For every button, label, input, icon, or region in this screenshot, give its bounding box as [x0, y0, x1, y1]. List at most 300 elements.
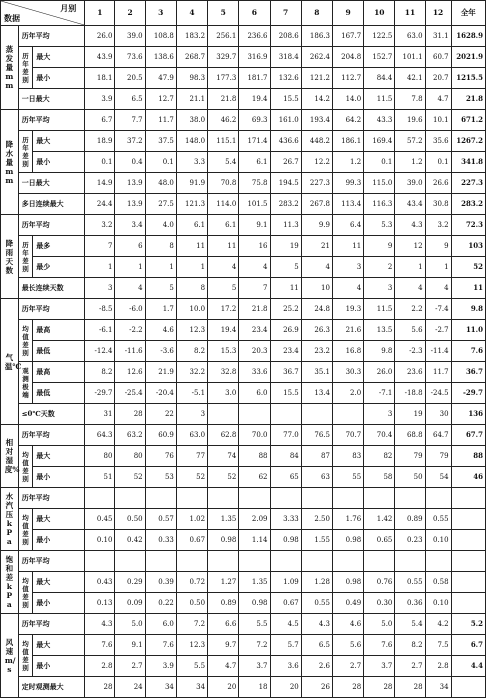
- value-cell: 5.5: [176, 656, 207, 677]
- value-cell: 11.5: [364, 299, 395, 320]
- value-cell: 34: [425, 677, 451, 698]
- category-text: 相对湿度%: [4, 438, 20, 474]
- table-row: [1, 614, 486, 635]
- row-label: 最多: [33, 236, 85, 257]
- value-cell: 20.7: [425, 68, 451, 89]
- value-cell: [451, 572, 485, 593]
- row-label: 最高: [33, 320, 85, 341]
- value-cell: 0.23: [395, 530, 425, 551]
- row-label: 历年平均: [18, 425, 85, 446]
- value-cell: 193.4: [301, 110, 332, 131]
- value-cell: [208, 551, 239, 572]
- value-cell: 24.4: [85, 194, 115, 215]
- value-cell: 19.4: [208, 320, 239, 341]
- table-row: [1, 236, 486, 257]
- value-cell: 34: [145, 677, 176, 698]
- month-header: 11: [395, 1, 425, 26]
- value-cell: [115, 551, 145, 572]
- value-cell: 0.55: [395, 572, 425, 593]
- value-cell: 7.6: [364, 635, 395, 656]
- value-cell: 72.3: [451, 215, 485, 236]
- table-row: [1, 47, 486, 68]
- value-cell: [395, 551, 425, 572]
- value-cell: 39.0: [115, 26, 145, 47]
- value-cell: 4: [115, 278, 145, 299]
- table-row: [1, 257, 486, 278]
- table-row: [1, 299, 486, 320]
- value-cell: 6.6: [208, 614, 239, 635]
- value-cell: 26.0: [85, 26, 115, 47]
- value-cell: -18.8: [395, 383, 425, 404]
- table-row: [1, 635, 486, 656]
- row-label: 最大: [33, 131, 85, 152]
- value-cell: [270, 488, 301, 509]
- value-cell: 1: [395, 257, 425, 278]
- row-label: 最小: [33, 656, 85, 677]
- value-cell: 76.5: [301, 425, 332, 446]
- table-row: [1, 173, 486, 194]
- value-cell: 7.2: [176, 614, 207, 635]
- value-cell: 0.49: [332, 593, 363, 614]
- value-cell: 52: [115, 467, 145, 488]
- value-cell: 116.3: [364, 194, 395, 215]
- value-cell: 1.42: [364, 509, 395, 530]
- value-cell: 0.36: [395, 593, 425, 614]
- value-cell: 2.50: [301, 509, 332, 530]
- value-cell: 25.2: [270, 299, 301, 320]
- value-cell: 76: [145, 446, 176, 467]
- value-cell: 3.7: [239, 656, 270, 677]
- value-cell: 60.9: [145, 425, 176, 446]
- value-cell: 11.0: [451, 320, 485, 341]
- value-cell: [332, 488, 363, 509]
- value-cell: 26.6: [425, 173, 451, 194]
- row-label: 一日最大: [18, 89, 85, 110]
- value-cell: 4: [239, 257, 270, 278]
- table-row: [1, 362, 486, 383]
- value-cell: 1.28: [301, 572, 332, 593]
- value-cell: 9: [364, 236, 395, 257]
- value-cell: [208, 404, 239, 425]
- value-cell: 87: [301, 446, 332, 467]
- value-cell: 194.5: [270, 173, 301, 194]
- value-cell: 0.30: [364, 593, 395, 614]
- value-cell: 161.0: [270, 110, 301, 131]
- value-cell: 3.4: [115, 215, 145, 236]
- value-cell: 3.7: [364, 656, 395, 677]
- value-cell: 0.13: [85, 593, 115, 614]
- value-cell: 0.50: [115, 509, 145, 530]
- value-cell: [145, 551, 176, 572]
- category-label: [1, 614, 19, 698]
- group-text: 观测极端: [22, 366, 29, 399]
- value-cell: 11.5: [364, 89, 395, 110]
- month-header: 3: [145, 1, 176, 26]
- value-cell: 28: [115, 404, 145, 425]
- value-cell: 91.9: [176, 173, 207, 194]
- value-cell: [301, 488, 332, 509]
- value-cell: 17.2: [208, 299, 239, 320]
- group-label: [18, 320, 33, 362]
- value-cell: 7.6: [85, 635, 115, 656]
- row-label: 一日最大: [18, 173, 85, 194]
- value-cell: -12.4: [85, 341, 115, 362]
- value-cell: 98.3: [176, 68, 207, 89]
- value-cell: 6.5: [301, 635, 332, 656]
- value-cell: 0.1: [85, 152, 115, 173]
- value-cell: 0.43: [85, 572, 115, 593]
- value-cell: 2.8: [425, 656, 451, 677]
- value-cell: 7.5: [425, 635, 451, 656]
- table-row: [1, 551, 486, 572]
- value-cell: -7.1: [364, 383, 395, 404]
- value-cell: 74: [208, 446, 239, 467]
- value-cell: 10: [301, 278, 332, 299]
- value-cell: 7: [85, 236, 115, 257]
- value-cell: 67.7: [451, 425, 485, 446]
- value-cell: 0.55: [301, 593, 332, 614]
- value-cell: 23.4: [270, 341, 301, 362]
- value-cell: 77: [176, 446, 207, 467]
- value-cell: 318.4: [270, 47, 301, 68]
- value-cell: 1.2: [395, 152, 425, 173]
- value-cell: 0.89: [395, 509, 425, 530]
- value-cell: 9.8: [364, 341, 395, 362]
- row-label: 最长连续天数: [18, 278, 85, 299]
- value-cell: 7.6: [451, 341, 485, 362]
- value-cell: 63.0: [395, 26, 425, 47]
- value-cell: 52: [208, 467, 239, 488]
- value-cell: 0.57: [145, 509, 176, 530]
- value-cell: 53: [145, 467, 176, 488]
- value-cell: 5.0: [364, 614, 395, 635]
- row-label: 最小: [33, 593, 85, 614]
- value-cell: 177.3: [208, 68, 239, 89]
- value-cell: 30.3: [332, 362, 363, 383]
- value-cell: 35.6: [425, 131, 451, 152]
- value-cell: 8.2: [176, 341, 207, 362]
- table-row: [1, 383, 486, 404]
- value-cell: 23.4: [239, 320, 270, 341]
- value-cell: 21.8: [451, 89, 485, 110]
- value-cell: 186.1: [332, 131, 363, 152]
- value-cell: 4.5: [270, 614, 301, 635]
- value-cell: 4: [332, 278, 363, 299]
- group-text: 均值差别: [22, 639, 29, 672]
- value-cell: -20.4: [145, 383, 176, 404]
- table-row: [1, 677, 486, 698]
- value-cell: 0.1: [425, 152, 451, 173]
- value-cell: 21.9: [145, 362, 176, 383]
- value-cell: 5.7: [270, 635, 301, 656]
- value-cell: 6: [115, 236, 145, 257]
- value-cell: 0.33: [145, 530, 176, 551]
- value-cell: [332, 551, 363, 572]
- value-cell: 13.9: [115, 194, 145, 215]
- value-cell: 0.58: [425, 572, 451, 593]
- value-cell: 21.8: [239, 299, 270, 320]
- header-corner-cell: [1, 1, 85, 26]
- value-cell: 7.6: [145, 635, 176, 656]
- value-cell: 8.2: [395, 635, 425, 656]
- value-cell: 33.6: [239, 362, 270, 383]
- value-cell: 43.3: [364, 110, 395, 131]
- value-cell: 3.2: [425, 215, 451, 236]
- value-cell: 138.6: [145, 47, 176, 68]
- value-cell: 0.98: [332, 572, 363, 593]
- value-cell: 114.0: [208, 194, 239, 215]
- value-cell: 1: [145, 257, 176, 278]
- month-header: 6: [239, 1, 270, 26]
- value-cell: 4.7: [425, 89, 451, 110]
- table-row: [1, 194, 486, 215]
- value-cell: 5.2: [451, 614, 485, 635]
- value-cell: 283.2: [270, 194, 301, 215]
- value-cell: 3.6: [270, 656, 301, 677]
- group-text: 均值差别: [22, 576, 29, 609]
- value-cell: 9.1: [239, 215, 270, 236]
- value-cell: 0.4: [115, 152, 145, 173]
- value-cell: 3: [332, 257, 363, 278]
- value-cell: 52: [176, 467, 207, 488]
- row-label: 最小: [33, 530, 85, 551]
- value-cell: 48.0: [145, 173, 176, 194]
- value-cell: 26.7: [270, 152, 301, 173]
- value-cell: 204.8: [332, 47, 363, 68]
- value-cell: 0.1: [145, 152, 176, 173]
- table-row: [1, 425, 486, 446]
- value-cell: [85, 551, 115, 572]
- group-label: [18, 509, 33, 551]
- value-cell: 3: [85, 278, 115, 299]
- group-label: [18, 236, 33, 278]
- value-cell: 8: [176, 278, 207, 299]
- value-cell: 152.7: [364, 47, 395, 68]
- value-cell: 73.6: [115, 47, 145, 68]
- data-axis-label: 数据: [4, 13, 20, 23]
- value-cell: 1.35: [208, 509, 239, 530]
- value-cell: 28: [85, 677, 115, 698]
- category-text: 蒸发量mm: [5, 45, 14, 90]
- month-header: 全年: [451, 1, 485, 26]
- value-cell: 236.6: [239, 26, 270, 47]
- value-cell: 2.7: [115, 656, 145, 677]
- value-cell: 20.3: [239, 341, 270, 362]
- value-cell: 256.1: [208, 26, 239, 47]
- row-label: 最大: [33, 47, 85, 68]
- value-cell: 55: [332, 467, 363, 488]
- value-cell: 11.3: [270, 215, 301, 236]
- value-cell: [425, 551, 451, 572]
- category-label: [1, 425, 19, 488]
- value-cell: 4: [395, 278, 425, 299]
- value-cell: 2.8: [85, 656, 115, 677]
- group-text: 历年差别: [22, 240, 29, 273]
- value-cell: 5.0: [115, 614, 145, 635]
- value-cell: 132.6: [270, 68, 301, 89]
- value-cell: 62: [239, 467, 270, 488]
- value-cell: 6.0: [145, 614, 176, 635]
- value-cell: 2.09: [239, 509, 270, 530]
- value-cell: 6.0: [239, 383, 270, 404]
- value-cell: 283.2: [451, 194, 485, 215]
- value-cell: -3.6: [145, 341, 176, 362]
- value-cell: 0.98: [270, 530, 301, 551]
- value-cell: 84: [270, 446, 301, 467]
- group-text: 历年差别: [22, 135, 29, 168]
- value-cell: 12.6: [115, 362, 145, 383]
- value-cell: 11: [208, 236, 239, 257]
- value-cell: 12.7: [145, 89, 176, 110]
- value-cell: 11.7: [145, 110, 176, 131]
- value-cell: 88: [239, 446, 270, 467]
- value-cell: 64.2: [332, 110, 363, 131]
- group-label: [18, 446, 33, 488]
- value-cell: 0.98: [239, 593, 270, 614]
- value-cell: 88: [451, 446, 485, 467]
- row-label: 定时观测最大: [18, 677, 85, 698]
- table-row: [1, 488, 486, 509]
- value-cell: 148.0: [176, 131, 207, 152]
- value-cell: 208.6: [270, 26, 301, 47]
- value-cell: 7.7: [115, 110, 145, 131]
- value-cell: 3: [364, 404, 395, 425]
- value-cell: 62.8: [208, 425, 239, 446]
- table-row: [1, 131, 486, 152]
- value-cell: 5: [270, 257, 301, 278]
- value-cell: 0.76: [364, 572, 395, 593]
- value-cell: 101.5: [239, 194, 270, 215]
- value-cell: [451, 488, 485, 509]
- value-cell: 0.45: [85, 509, 115, 530]
- value-cell: 5.3: [364, 215, 395, 236]
- value-cell: [301, 551, 332, 572]
- value-cell: 4.2: [425, 614, 451, 635]
- value-cell: 16: [239, 236, 270, 257]
- value-cell: 3.9: [85, 89, 115, 110]
- value-cell: 0.72: [176, 572, 207, 593]
- category-text: 降雨天数: [5, 238, 14, 275]
- value-cell: 9.1: [115, 635, 145, 656]
- value-cell: 63.2: [115, 425, 145, 446]
- group-label: [18, 572, 33, 614]
- value-cell: 186.3: [301, 26, 332, 47]
- value-cell: 171.4: [239, 131, 270, 152]
- value-cell: 9: [425, 236, 451, 257]
- value-cell: [451, 530, 485, 551]
- value-cell: 75.8: [239, 173, 270, 194]
- value-cell: 11: [176, 236, 207, 257]
- value-cell: [239, 551, 270, 572]
- value-cell: 34: [176, 677, 207, 698]
- value-cell: 0.10: [85, 530, 115, 551]
- category-label: [1, 26, 19, 110]
- value-cell: 4.0: [145, 215, 176, 236]
- value-cell: 5.5: [239, 614, 270, 635]
- value-cell: 0.10: [425, 593, 451, 614]
- value-cell: 46: [451, 467, 485, 488]
- value-cell: 64.3: [85, 425, 115, 446]
- category-text: 饱和差kPa: [5, 555, 14, 609]
- header-row: [1, 1, 486, 26]
- value-cell: 21.1: [176, 89, 207, 110]
- value-cell: 70.4: [364, 425, 395, 446]
- value-cell: 3.3: [176, 152, 207, 173]
- category-text: 气温℃: [4, 352, 22, 371]
- value-cell: 18.1: [85, 68, 115, 89]
- value-cell: 23.6: [395, 362, 425, 383]
- value-cell: 20: [270, 677, 301, 698]
- group-text: 均值差别: [22, 450, 29, 483]
- value-cell: -6.0: [115, 299, 145, 320]
- value-cell: 2: [364, 257, 395, 278]
- value-cell: 54: [425, 467, 451, 488]
- value-cell: 32.2: [176, 362, 207, 383]
- value-cell: [395, 488, 425, 509]
- value-cell: 115.0: [364, 173, 395, 194]
- row-label: 最大: [33, 509, 85, 530]
- value-cell: 4: [301, 257, 332, 278]
- value-cell: 3.33: [270, 509, 301, 530]
- value-cell: 15.3: [208, 341, 239, 362]
- value-cell: -2.7: [425, 320, 451, 341]
- value-cell: 11: [451, 278, 485, 299]
- value-cell: 0.22: [145, 593, 176, 614]
- value-cell: 4: [208, 257, 239, 278]
- month-header: 5: [208, 1, 239, 26]
- value-cell: [145, 488, 176, 509]
- value-cell: 1.76: [332, 509, 363, 530]
- table-row: [1, 467, 486, 488]
- value-cell: 19.6: [395, 110, 425, 131]
- value-cell: 28: [395, 677, 425, 698]
- value-cell: 1: [176, 257, 207, 278]
- value-cell: 11: [270, 278, 301, 299]
- value-cell: 36.7: [451, 362, 485, 383]
- value-cell: [451, 677, 485, 698]
- value-cell: 13.4: [301, 383, 332, 404]
- value-cell: -6.1: [85, 320, 115, 341]
- value-cell: 84.4: [364, 68, 395, 89]
- value-cell: 3: [364, 278, 395, 299]
- value-cell: 27.5: [145, 194, 176, 215]
- value-cell: 103: [451, 236, 485, 257]
- value-cell: 1.14: [239, 530, 270, 551]
- value-cell: 5: [145, 278, 176, 299]
- value-cell: 5.6: [332, 635, 363, 656]
- month-header: 8: [301, 1, 332, 26]
- value-cell: 60.7: [425, 47, 451, 68]
- value-cell: 10.1: [425, 110, 451, 131]
- value-cell: 341.8: [451, 152, 485, 173]
- value-cell: 671.2: [451, 110, 485, 131]
- value-cell: 227.3: [301, 173, 332, 194]
- category-label: [1, 488, 19, 551]
- value-cell: 26.3: [301, 320, 332, 341]
- value-cell: 30.8: [425, 194, 451, 215]
- value-cell: 4.3: [301, 614, 332, 635]
- value-cell: 169.4: [364, 131, 395, 152]
- value-cell: 262.4: [301, 47, 332, 68]
- value-cell: 47.9: [145, 68, 176, 89]
- value-cell: 4.6: [332, 614, 363, 635]
- value-cell: 136: [451, 404, 485, 425]
- value-cell: 12.3: [176, 320, 207, 341]
- row-label: 最大: [33, 572, 85, 593]
- table-row: [1, 89, 486, 110]
- value-cell: 0.1: [364, 152, 395, 173]
- value-cell: 122.5: [364, 26, 395, 47]
